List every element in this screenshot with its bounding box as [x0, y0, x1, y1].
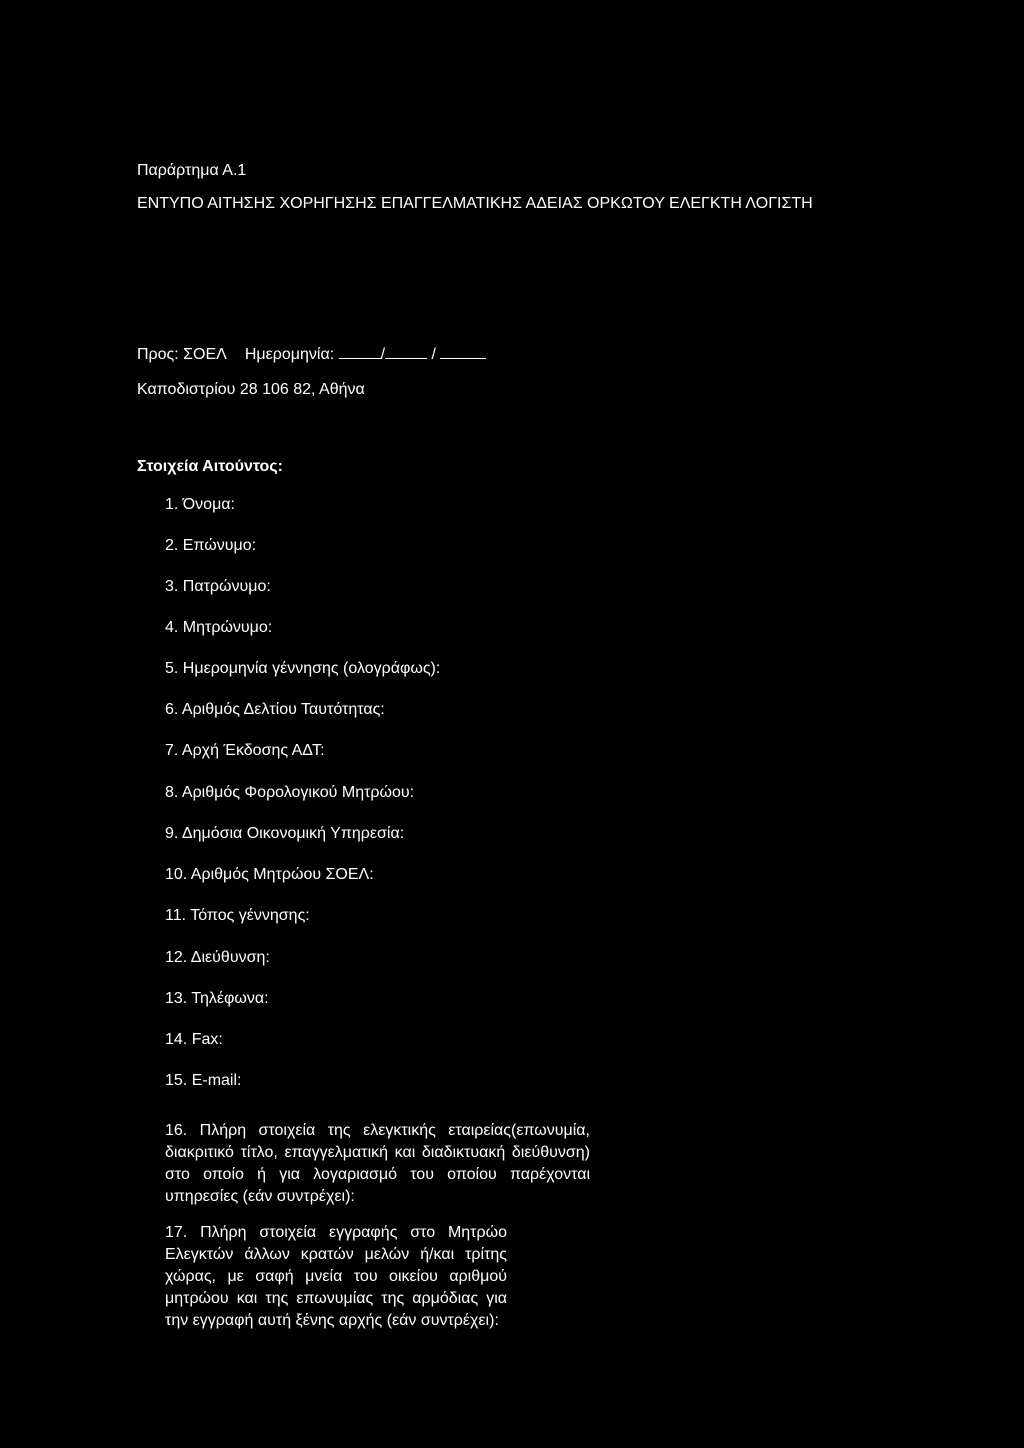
field-surname: 2. Επώνυμο:	[165, 537, 257, 554]
field-tax-office: 9. Δημόσια Οικονομική Υπηρεσία:	[165, 825, 405, 842]
field-soel-registry-number: 10. Αριθμός Μητρώου ΣΟΕΛ:	[165, 866, 374, 883]
field-birth-date: 5. Ημερομηνία γέννησης (ολογράφως):	[165, 660, 441, 677]
section-title: Στοιχεία Αιτούντος:	[137, 458, 283, 475]
date-separator: /	[431, 346, 436, 363]
field-id-issuer: 7. Αρχή Έκδοσης ΑΔΤ:	[165, 742, 325, 759]
date-label: Ημερομηνία:	[244, 346, 335, 363]
form-title: ΕΝΤΥΠΟ ΑΙΤΗΣΗΣ ΧΟΡΗΓΗΣΗΣ ΕΠΑΓΓΕΛΜΑΤΙΚΗΣ ΑΔΕΙΑΣ ΟΡΚΩΤΟΥ ΕΛΕΓΚΤΗ ΛΟΓΙΣΤΗ	[137, 195, 813, 212]
appendix-label: Παράρτημα Α.1	[137, 162, 247, 179]
field-audit-firm-details: 16. Πλήρη στοιχεία της ελεγκτικής εταιρείας(επωνυμία, διακριτικό τίτλο, επαγγελματική και διαδικτυακή διεύθυνση) στο οποίο ή για λογαριασμό του οποίου παρέχονται υπηρεσίες (εάν συντρέχει):	[165, 1122, 590, 1205]
field-fathers-name: 3. Πατρώνυμο:	[165, 578, 271, 595]
date-year-blank	[440, 344, 486, 359]
recipient-address: Καποδιστρίου 28 106 82, Αθήνα	[137, 381, 365, 398]
recipient-line	[137, 344, 486, 364]
field-foreign-registry-details: 17. Πλήρη στοιχεία εγγραφής στο Μητρώο Ελεγκτών άλλων κρατών μελών ή/και τρίτης χώρας, με σαφή μνεία του οικείου αριθμού μητρώου και της επωνυμίας της αρμόδιας για την εγγραφή αυτή ξένης αρχής (εάν συντρέχει):	[165, 1224, 507, 1329]
field-tax-number: 8. Αριθμός Φορολογικού Μητρώου:	[165, 784, 415, 801]
date-day-blank	[339, 344, 381, 359]
field-mothers-name: 4. Μητρώνυμο:	[165, 619, 273, 636]
field-fax: 14. Fax:	[165, 1031, 223, 1048]
recipient-to: Προς: ΣΟΕΛ	[137, 346, 227, 363]
field-first-name: 1. Όνομα:	[165, 496, 235, 513]
field-birth-place: 11. Τόπος γέννησης:	[165, 907, 310, 924]
field-phones: 13. Τηλέφωνα:	[165, 990, 269, 1007]
field-email: 15. E-mail:	[165, 1072, 242, 1089]
date-separator: /	[380, 346, 386, 363]
date-month-blank	[385, 344, 427, 359]
field-address: 12. Διεύθυνση:	[165, 949, 270, 966]
field-id-number: 6. Αριθμός Δελτίου Ταυτότητας:	[165, 701, 385, 718]
